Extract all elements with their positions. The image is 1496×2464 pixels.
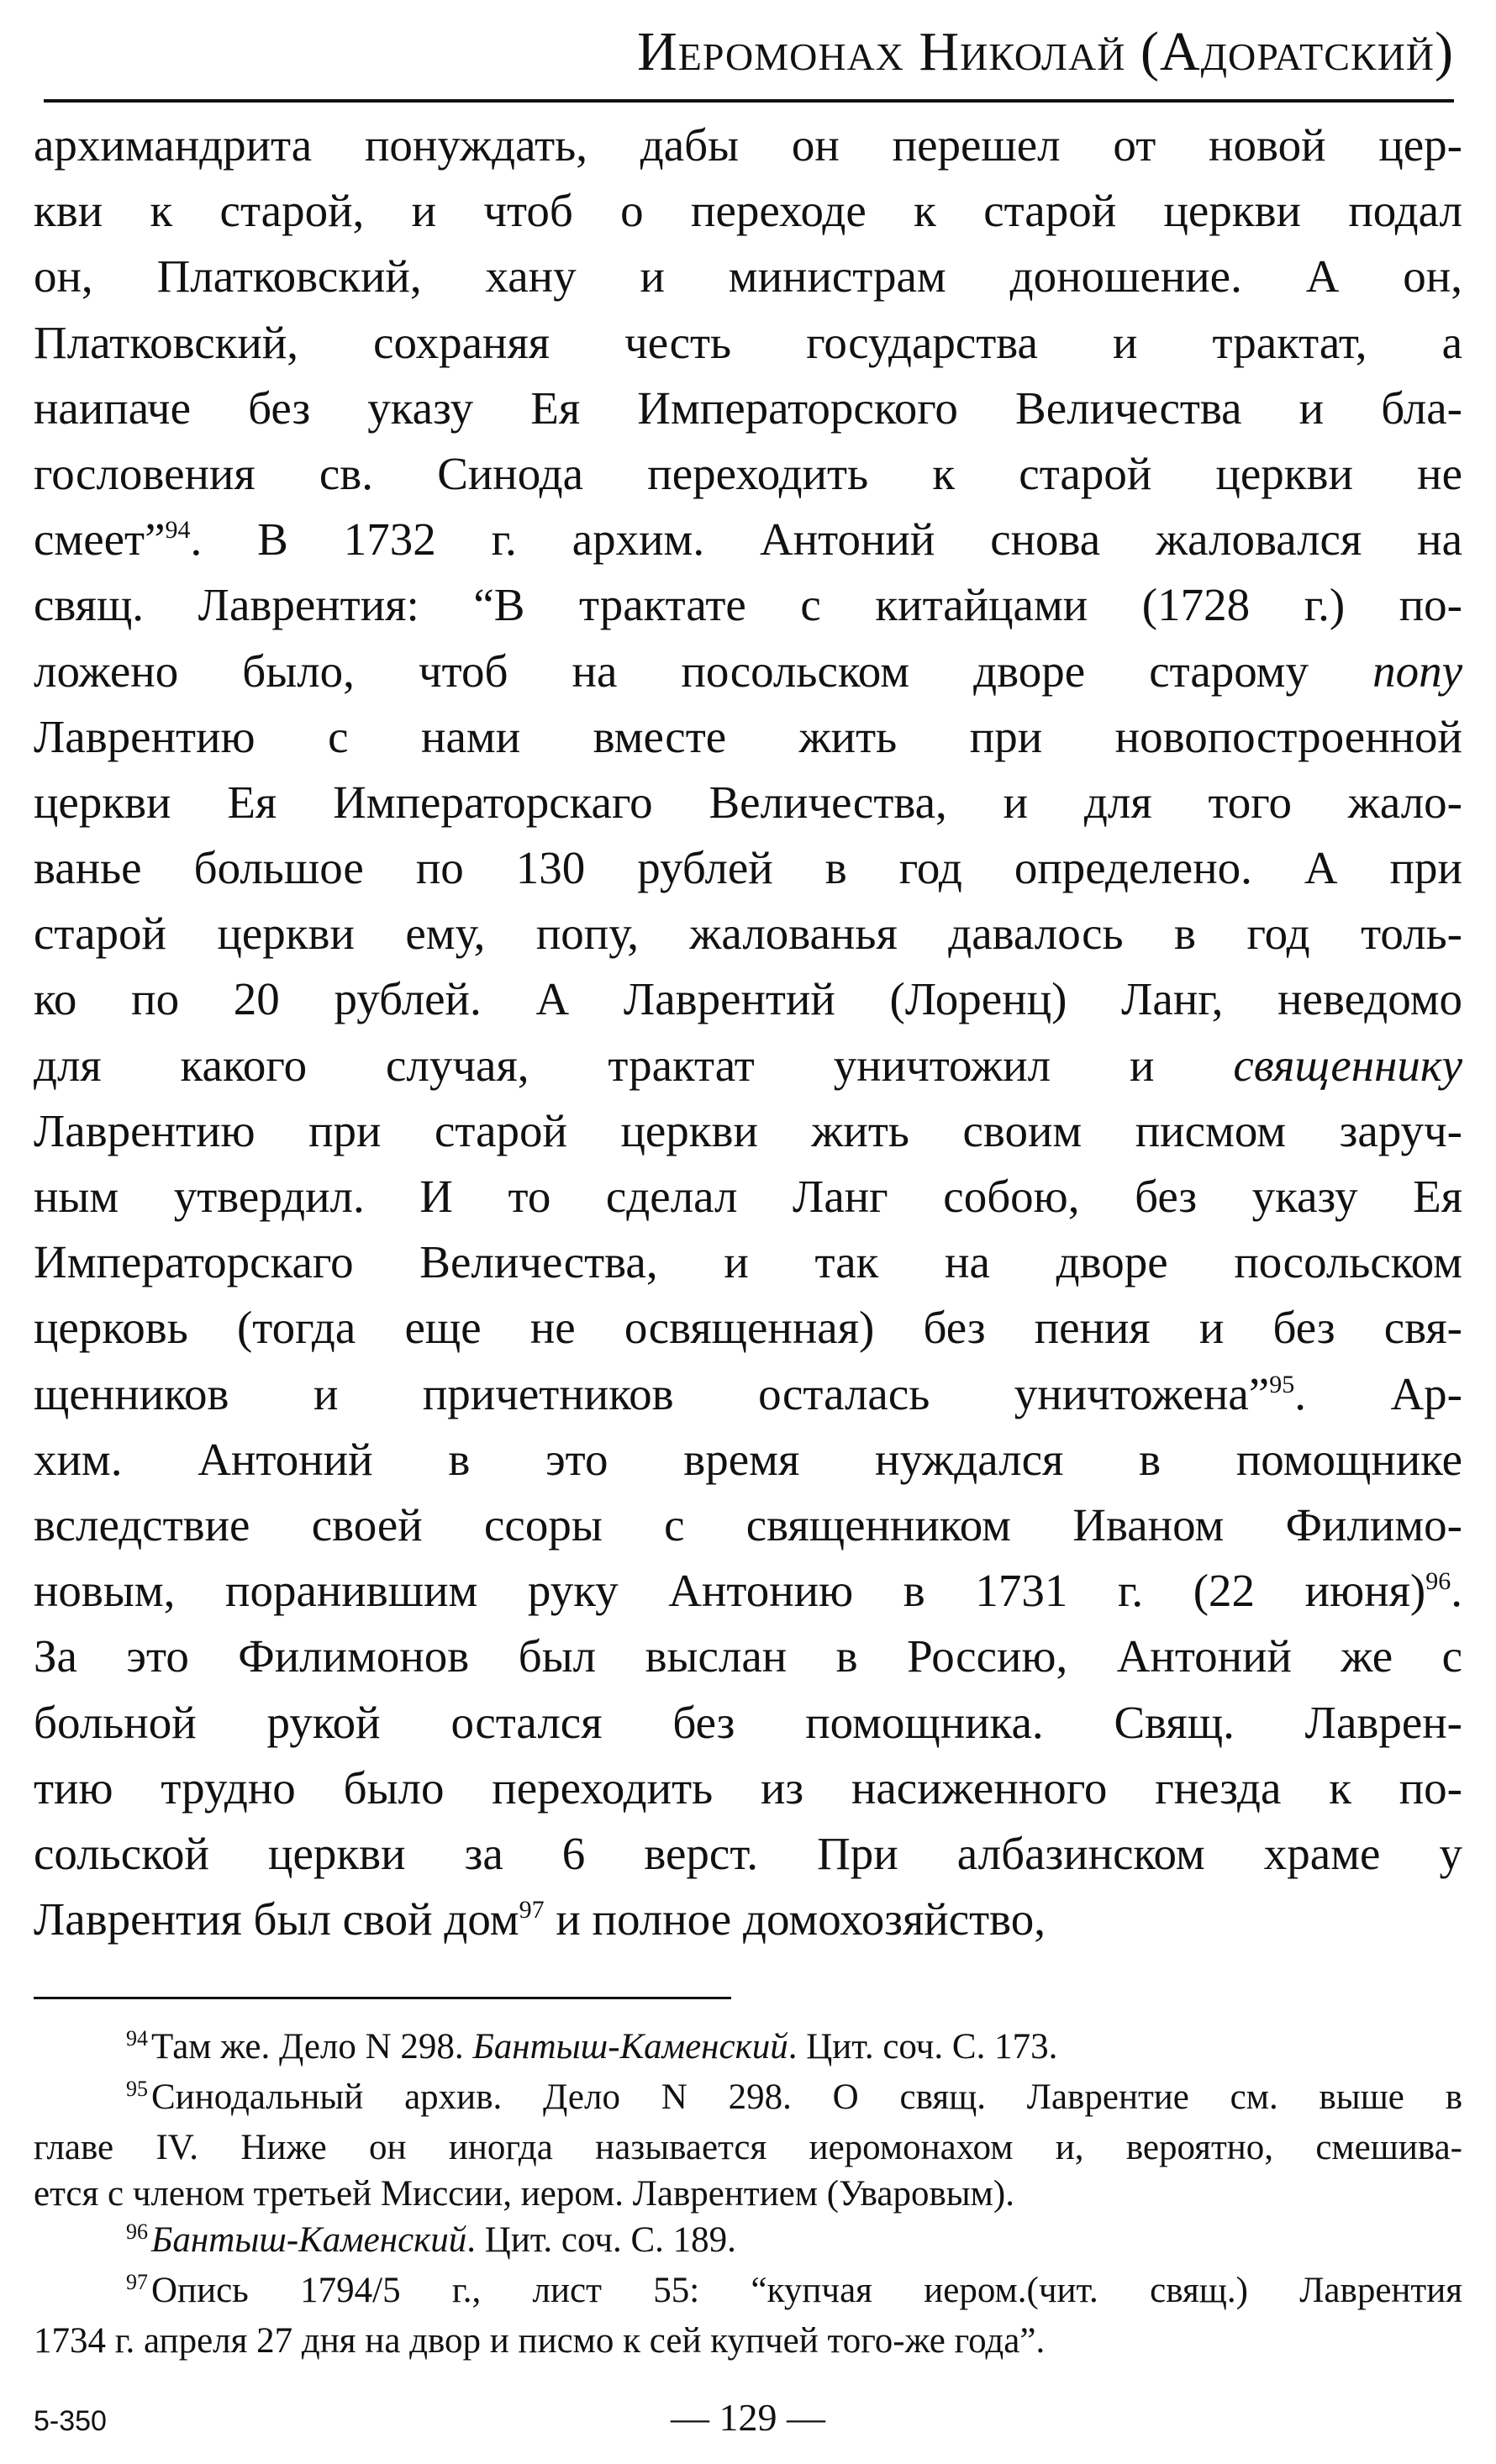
text-line: Императорскаго Величества, и так на дворе посольском bbox=[34, 1236, 1462, 1288]
footnote-line: $^{94}$Там же. Дело N 298. Бантыш-Каменский. Цит. соч. С. 173. bbox=[126, 2026, 1058, 2066]
footnote-number: 97 bbox=[126, 2270, 148, 2294]
footnote-rule bbox=[34, 1997, 731, 1999]
footnote-number: 95 bbox=[126, 2077, 148, 2101]
footnote-ref: 95 bbox=[1269, 1370, 1295, 1398]
page-number: — 129 — bbox=[671, 2396, 825, 2439]
text-line: ко по 20 рублей. А Лаврентий (Лоренц) Ланг, неведомо bbox=[34, 973, 1462, 1025]
footnote-line: $^{96}$Бантыш-Каменский. Цит. соч. С. 189. bbox=[126, 2219, 736, 2260]
footnote-line: ется с членом третьей Миссии, иером. Лаврентием (Уваровым). bbox=[34, 2174, 1014, 2214]
text-line: Лаврентию при старой церкви жить своим писмом заруч- bbox=[34, 1104, 1462, 1156]
text-line: ванье большое по 130 рублей в год определено. А при bbox=[34, 842, 1462, 894]
footnote bbox=[34, 2217, 1462, 2267]
text-line: тию трудно было переходить из насиженного гнезда к по- bbox=[34, 1761, 1462, 1814]
text-line: кви к старой, и чтоб о переходе к старой церкви подал bbox=[34, 185, 1462, 237]
main-text bbox=[34, 113, 1462, 1952]
running-head: Иеромонах Николай (Адоратский) bbox=[637, 21, 1454, 82]
text-line: ным утвердил. И то сделал Ланг собою, без указу Ея bbox=[34, 1171, 1462, 1222]
text-line: архимандрита понуждать, дабы он перешел от новой цер- bbox=[34, 119, 1462, 171]
footnotes bbox=[34, 2024, 1462, 2364]
text-line: наипаче без указу Ея Императорского Величества и бла- bbox=[34, 382, 1462, 434]
footnote-ref: 97 bbox=[519, 1896, 545, 1924]
footnote-ref: 94 bbox=[165, 516, 191, 545]
footnote-line: $^{95}$Синодальный архив. Дело N 298. О свящ. Лаврентие см. выше в bbox=[126, 2077, 1462, 2117]
footnote-line: главе IV. Ниже он иногда называется иеромонахом и, вероятно, смешива- bbox=[34, 2128, 1462, 2167]
text-line: старой церкви ему, попу, жалованья давалось в год толь- bbox=[34, 908, 1462, 960]
footnote-ref: 96 bbox=[1425, 1567, 1451, 1596]
text-line: Платковский, сохраняя честь государства и трактат, а bbox=[34, 316, 1462, 368]
footnote bbox=[34, 2024, 1462, 2074]
text-line: он, Платковский, хану и министрам доношение. А он, bbox=[34, 250, 1462, 303]
text-line: больной рукой остался без помощника. Свящ. Лаврен- bbox=[34, 1696, 1462, 1748]
text-line: церкви Ея Императорскаго Величества, и для того жало- bbox=[34, 776, 1462, 828]
footnote-line: $^{97}$Опись 1794/5 г., лист 55: “купчая иером.(чит. свящ.) Лаврентия bbox=[126, 2270, 1462, 2310]
text-line: щенников и причетников осталась уничтожена”$^{95}$. Ар- bbox=[34, 1367, 1462, 1419]
italic-author: Бантыш-Каменский bbox=[472, 2027, 788, 2066]
printer-signature: 5-350 bbox=[34, 2405, 107, 2437]
text-line: хим. Антоний в это время нуждался в помощнике bbox=[34, 1433, 1462, 1485]
text-line: Лаврентию с нами вместе жить при новопостроенной bbox=[34, 710, 1462, 762]
text-line: новым, поранившим руку Антонию в 1731 г. (22 июня)$^{96}$. bbox=[34, 1565, 1462, 1617]
footnote-line: 1734 г. апреля 27 дня на двор и писмо к сей купчей того-же года”. bbox=[34, 2321, 1046, 2361]
text-line: вследствие своей ссоры с священником Иваном Филимо- bbox=[34, 1498, 1462, 1551]
text-line: церковь (тогда еще не освященная) без пения и без свя- bbox=[34, 1302, 1462, 1354]
footnote-number: 94 bbox=[126, 2026, 148, 2051]
text-line: Лаврентия был свой дом$^{97}$ и полное домохозяйство, bbox=[34, 1893, 1046, 1945]
header-rule bbox=[44, 99, 1454, 103]
text-line: смеет”$^{94}$. В 1732 г. архим. Антоний снова жаловался на bbox=[34, 513, 1462, 566]
italic-word: священнику bbox=[1233, 1039, 1462, 1091]
italic-author: Бантыш-Каменский bbox=[151, 2220, 467, 2260]
footnote-number: 96 bbox=[126, 2219, 148, 2244]
text-line: для какого случая, трактат уничтожил и священнику bbox=[34, 1039, 1462, 1091]
text-line: гословения св. Синода переходить к старой церкви не bbox=[34, 447, 1462, 499]
footnote bbox=[34, 2267, 1462, 2364]
text-line: свящ. Лаврентия: “В трактате с китайцами (1728 г.) по- bbox=[34, 579, 1462, 631]
italic-word: попу bbox=[1372, 645, 1462, 697]
footnote bbox=[34, 2074, 1462, 2217]
text-line: ложено было, чтоб на посольском дворе старому попу bbox=[34, 645, 1462, 697]
text-line: сольской церкви за 6 верст. При албазинском храме у bbox=[34, 1827, 1462, 1879]
text-line: За это Филимонов был выслан в Россию, Антоний же с bbox=[34, 1630, 1462, 1682]
